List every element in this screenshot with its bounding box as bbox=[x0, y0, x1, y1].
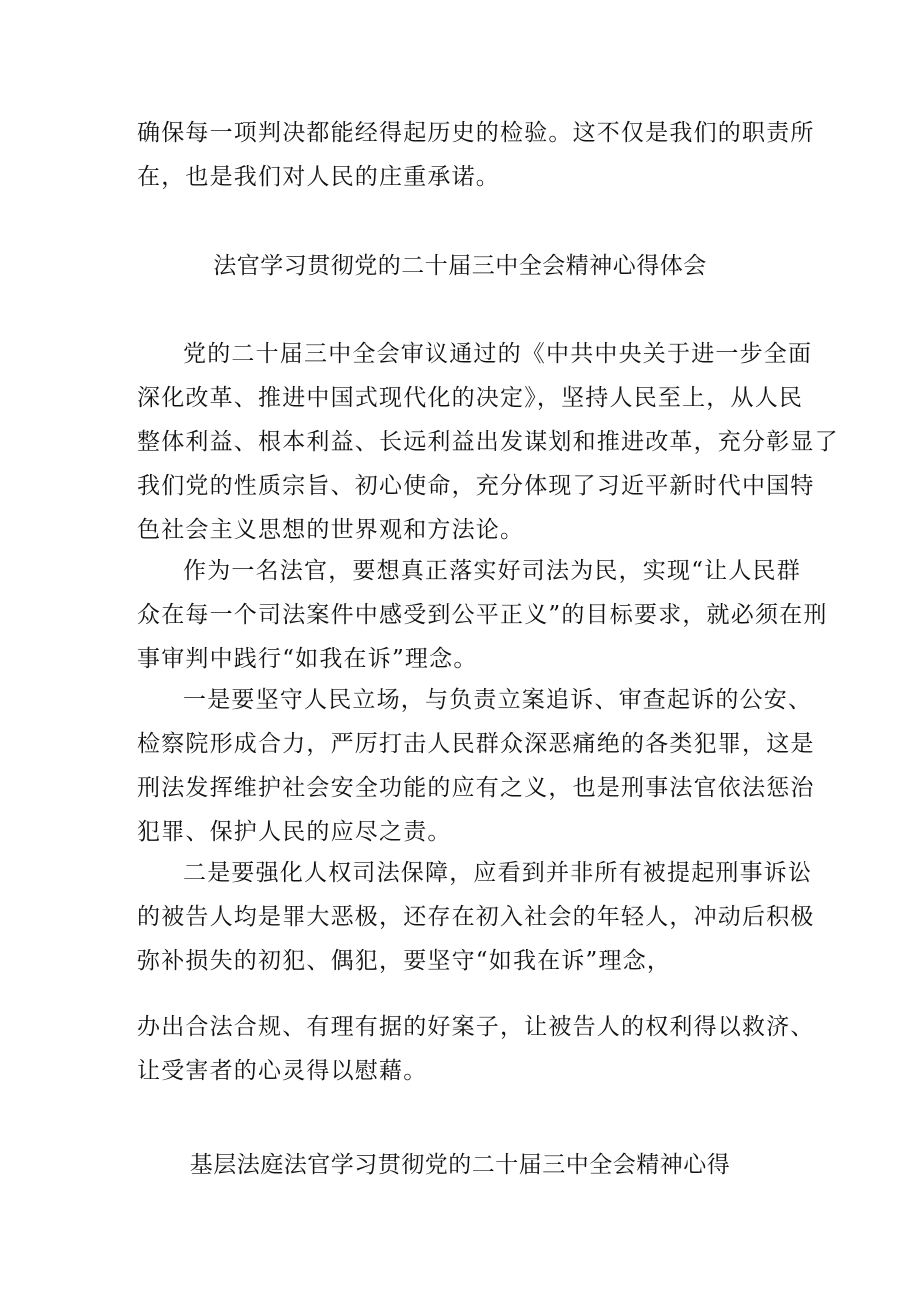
continuation-line: 确保每一项判决都能经得起历史的检验。这不仅是我们的职责所 bbox=[137, 120, 815, 146]
paragraph-line: 让受害者的心灵得以慰藉。 bbox=[137, 1058, 428, 1084]
paragraph-line: 整体利益、根本利益、长远利益出发谋划和推进改革，充分彰显了 bbox=[137, 429, 839, 455]
paragraph-line: 事审判中践行“如我在诉”理念。 bbox=[137, 646, 478, 672]
paragraph-line: 众在每一个司法案件中感受到公平正义”的目标要求，就必须在刑 bbox=[137, 602, 828, 628]
paragraph-line: 弥补损失的初犯、偶犯，要坚守“如我在诉”理念， bbox=[137, 948, 672, 974]
paragraph-line: 二是要强化人权司法保障，应看到并非所有被提起刑事诉讼 bbox=[183, 860, 813, 886]
paragraph-line: 党的二十届三中全会审议通过的《中共中央关于进一步全面 bbox=[183, 341, 813, 367]
paragraph-line: 作为一名法官，要想真正落实好司法为民，实现“让人民群 bbox=[183, 558, 801, 584]
paragraph-line: 色社会主义思想的世界观和方法论。 bbox=[137, 517, 525, 543]
paragraph-line: 的被告人均是罪大恶极，还存在初入社会的年轻人，冲动后积极 bbox=[137, 904, 815, 930]
continuation-line: 在，也是我们对人民的庄重承诺。 bbox=[137, 164, 500, 190]
paragraph-line: 办出合法合规、有理有据的好案子，让被告人的权利得以救济、 bbox=[137, 1014, 815, 1040]
paragraph-line: 深化改革、推进中国式现代化的决定》，坚持人民至上，从人民 bbox=[137, 385, 804, 411]
section-title: 基层法庭法官学习贯彻党的二十届三中全会精神心得 bbox=[189, 1152, 731, 1178]
paragraph-line: 我们党的性质宗旨、初心使命，充分体现了习近平新时代中国特 bbox=[137, 473, 815, 499]
paragraph-line: 犯罪、保护人民的应尽之责。 bbox=[137, 819, 452, 845]
section-title: 法官学习贯彻党的二十届三中全会精神心得体会 bbox=[213, 253, 707, 279]
paragraph-line: 一是要坚守人民立场，与负责立案追诉、审查起诉的公安、 bbox=[183, 687, 813, 713]
paragraph-line: 检察院形成合力，严厉打击人民群众深恶痛绝的各类犯罪，这是 bbox=[137, 731, 815, 757]
paragraph-line: 刑法发挥维护社会安全功能的应有之义，也是刑事法官依法惩治 bbox=[137, 775, 815, 801]
